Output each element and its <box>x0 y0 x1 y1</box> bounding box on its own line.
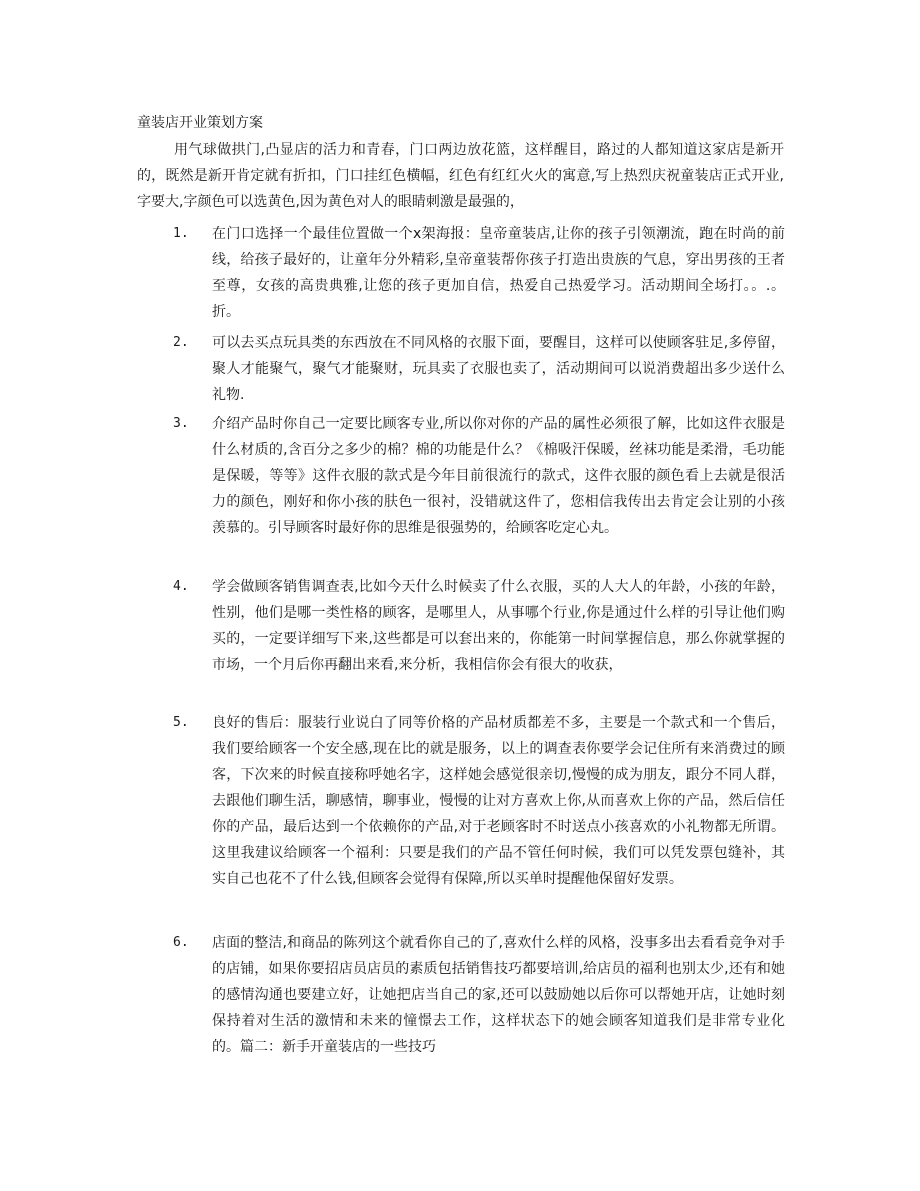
list-item <box>137 930 787 1060</box>
list-item-number: 5. <box>173 715 189 730</box>
list-item-text: 学会做顾客销售调查表,比如今天什么时候卖了什么衣服，买的人大人的年龄，小孩的年龄，性别，他们是哪一类性格的顾客，是哪里人，从事哪个行业,你是通过什么样的引导让他们购买的，一定要详细写下来,这些都是可以套出来的，你能第一时间掌握信息，那么你就掌握的市场，一个月后你再翻出来看,来分析，我相信你会有很大的收获， <box>212 579 785 673</box>
list-item-text: 良好的售后：服装行业说白了同等价格的产品材质都差不多，主要是一个款式和一个售后，我们要给顾客一个安全感,现在比的就是服务，以上的调查表你要学会记住所有来消费过的顾客，下次来的时候直接称呼她名字，这样她会感觉很亲切,慢慢的成为朋友，跟分不同人群，去跟他们聊生活，聊感情，聊事业，慢慢的让对方喜欢上你,从而喜欢上你的产品，然后信任你的产品，最后达到一个依赖你的产品,对于老顾客时不时送点小孩喜欢的小礼物都无所谓。这里我建议给顾客一个福利：只要是我们的产品不管任何时候，我们可以凭发票包缝补，其实自己也花不了什么钱,但顾客会觉得有保障,所以买单时提醒他保留好发票。 <box>212 715 785 887</box>
list-item-text: 店面的整洁,和商品的陈列这个就看你自己的了,喜欢什么样的风格，没事多出去看看竞争对手的店铺，如果你要招店员店员的素质包括销售技巧都要培训,给店员的福利也别太少,还有和她的感情沟通也要建立好，让她把店当自己的家,还可以鼓励她以后你可以帮她开店，让她时刻保持着对生活的激情和未来的憧憬去工作，这样状态下的她会顾客知道我们是非常专业化的。篇二：新手开童装店的一些技巧 <box>212 935 785 1055</box>
list-item-number: 3. <box>173 416 189 431</box>
document-title: 童装店开业策划方案 <box>137 115 263 131</box>
list-item-number: 2. <box>173 335 189 350</box>
list-item <box>137 710 787 892</box>
list-item-number: 1. <box>173 226 189 241</box>
list-item <box>137 221 787 325</box>
list-item-number: 6. <box>173 935 189 950</box>
list-item <box>137 411 787 541</box>
list-item-number: 4. <box>173 579 189 594</box>
list-item-text: 可以去买点玩具类的东西放在不同风格的衣服下面，要醒目，这样可以使顾客驻足,多停留，聚人才能聚气，聚气才能聚财，玩具卖了衣服也卖了，活动期间可以说消费超出多少送什么礼物. <box>212 335 785 403</box>
intro-paragraph: 用气球做拱门,凸显店的活力和青春，门口两边放花篮，这样醒目，路过的人都知道这家店是新开的，既然是新开肯定就有折扣，门口挂红色横幅，红色有红红火火的寓意,写上热烈庆祝童装店正式开业,字要大,字颜色可以选黄色,因为黄色对人的眼睛刺激是最强的， <box>137 142 784 210</box>
list-item-text: 在门口选择一个最佳位置做一个x架海报：皇帝童装店,让你的孩子引领潮流，跑在时尚的前线，给孩子最好的，让童年分外精彩,皇帝童装帮你孩子打造出贵族的气息，穿出男孩的王者至尊，女孩的高贵典雅,让您的孩子更加自信，热爱自己热爱学习。活动期间全场打。。.。折。 <box>212 226 785 320</box>
list-item-text: 介绍产品时你自己一定要比顾客专业,所以你对你的产品的属性必须很了解，比如这件衣服是什么材质的,含百分之多少的棉？棉的功能是什么？《棉吸汗保暖，丝袜功能是柔滑，毛功能是保暖，等等》这件衣服的款式是今年目前很流行的款式，这件衣服的颜色看上去就是很活力的颜色，刚好和你小孩的肤色一很衬，没错就这件了，您相信我传出去肯定会让别的小孩羡慕的。引导顾客时最好你的思维是很强势的，给顾客吃定心丸。 <box>212 416 785 536</box>
list-item <box>137 330 787 408</box>
list-item <box>137 574 787 678</box>
